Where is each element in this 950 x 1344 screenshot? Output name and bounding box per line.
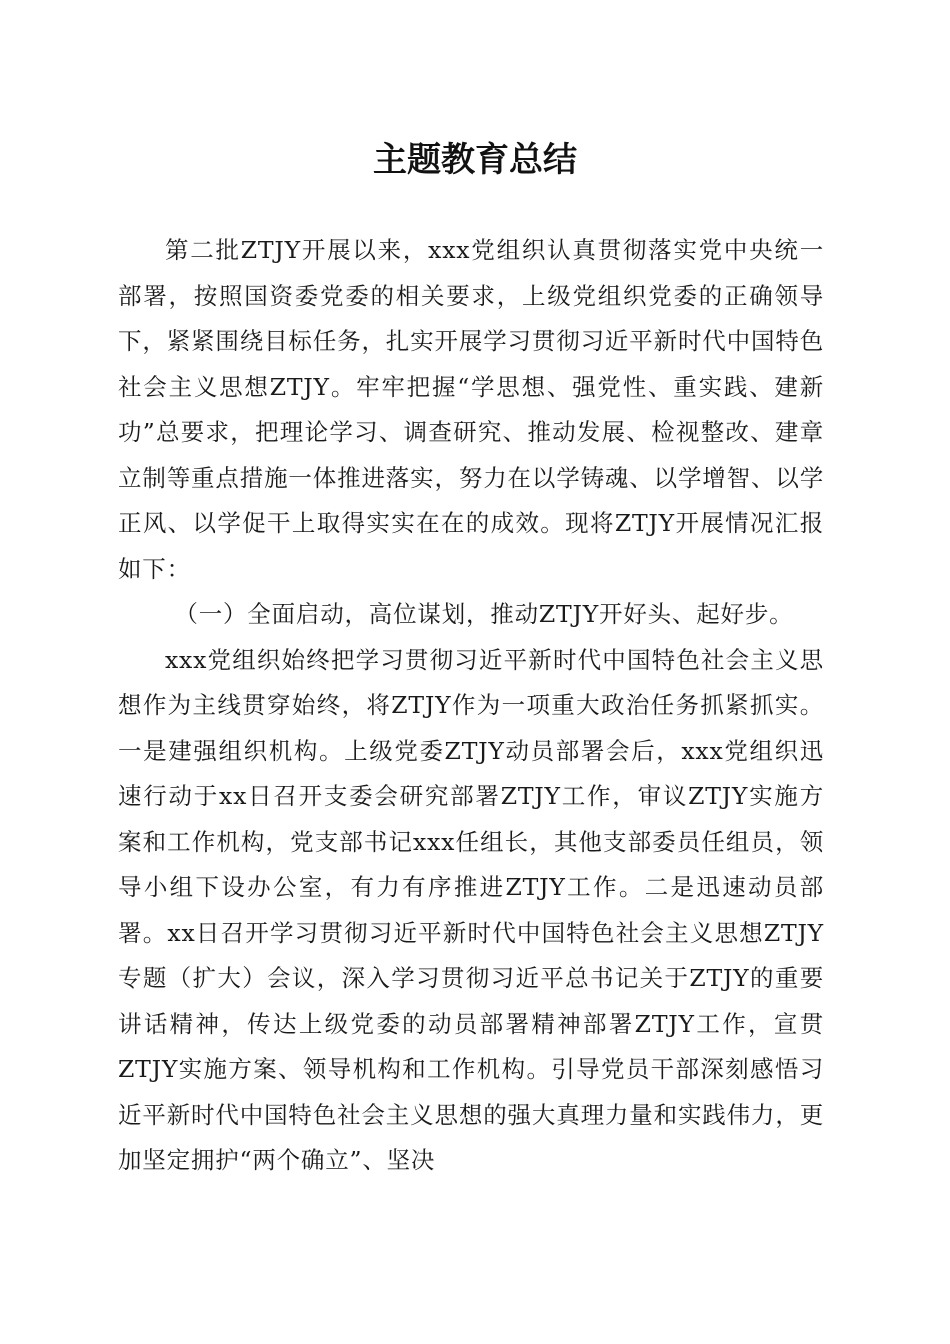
section-heading-1: （一）全面启动，高位谋划，推动ZTJY开好头、起好步。 [174,600,794,628]
document-body [118,228,824,1184]
intro-paragraph: 第二批ZTJY开展以来，xxx党组织认真贯彻落实党中央统一部署，按照国资委党委的相关要求，上级党组织党委的正确领导下，紧紧围绕目标任务，扎实开展学习贯彻习近平新时代中国特色社会主义思想ZTJY。牢牢把握“学思想、强党性、重实践、建新功”总要求，把理论学习、调查研究、推动发展、检视整改、建章立制等重点措施一体推进落实，努力在以学铸魂、以学增智、以学正风、以学促干上取得实实在在的成效。现将ZTJY开展情况汇报如下： [118,236,824,583]
document-title: 主题教育总结 [373,140,577,180]
section-1-paragraph: xxx党组织始终把学习贯彻习近平新时代中国特色社会主义思想作为主线贯穿始终，将ZTJY作为一项重大政治任务抓紧抓实。一是建强组织机构。上级党委ZTJY动员部署会后，xxx党组织迅速行动于xx日召开支委会研究部署ZTJY工作，审议ZTJY实施方案和工作机构，党支部书记xxx任组长，其他支部委员任组员，领导小组下设办公室，有力有序推进ZTJY工作。二是迅速动员部署。xx日召开学习贯彻习近平新时代中国特色社会主义思想ZTJY专题（扩大）会议，深入学习贯彻习近平总书记关于ZTJY的重要讲话精神，传达上级党委的动员部署精神部署ZTJY工作，宣贯ZTJY实施方案、领导机构和工作机构。引导党员干部深刻感悟习近平新时代中国特色社会主义思想的强大真理力量和实践伟力，更加坚定拥护“两个确立”、坚决 [118,645,824,1174]
